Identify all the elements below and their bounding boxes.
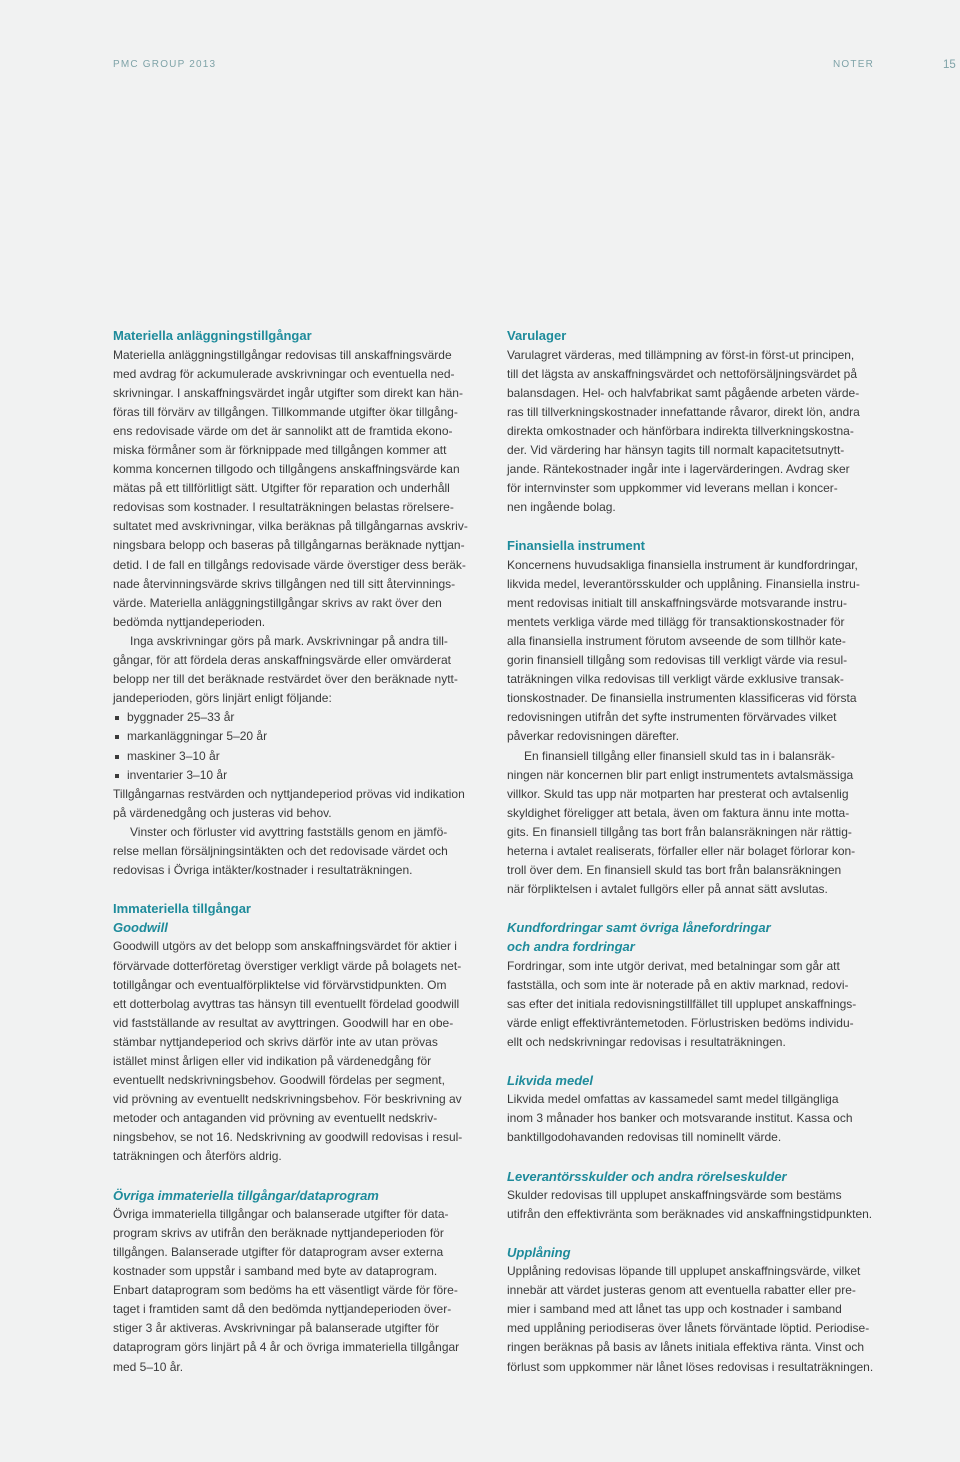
text-line: ningen när koncernen blir part enligt instrumentets avtalsmässiga [507, 767, 854, 782]
text-line: program skrivs av utifrån den beräknade nyttjandeperioden för [113, 1225, 444, 1240]
text-line: Fordringar, som inte utgör derivat, med betalningar som går att [507, 958, 840, 973]
paragraph [113, 785, 483, 823]
left-column [113, 326, 483, 1376]
text-line: metoder och antaganden vid prövning av eventuellt nedskriv- [113, 1111, 438, 1126]
text-line: stämbar nyttjandeperiod och skrivs därför inte av utan prövas [113, 1034, 438, 1049]
text-line: för internvinster som uppkommer vid leverans mellan i koncer- [507, 481, 838, 496]
text-line: påverkar redovisningen därefter. [507, 729, 680, 744]
bullet-text: inventarier 3–10 år [127, 767, 228, 782]
paragraph [507, 957, 877, 1052]
text-line: troll över dem. En finansiell skuld tas bort från balansräkningen [507, 863, 842, 878]
text-line: på värdenedgång och justeras vid behov. [113, 805, 332, 820]
text-line: En finansiell tillgång eller finansiell skuld tas in i balansräk- [524, 748, 835, 763]
text-line: med avdrag för ackumulerade avskrivningar och eventuella ned- [113, 366, 455, 381]
text-line: jande. Räntekostnader ingår inte i lagervärderingen. Avdrag sker [507, 462, 850, 477]
text-line: ens redovisade värde om det är sannolikt att de framtida ekono- [113, 423, 453, 438]
text-line: gits. En finansiell tillgång tas bort från balansräkningen när rättig- [507, 824, 852, 839]
text-line: när förpliktelsen i avtalet fullgörs eller på annat sätt avslutas. [507, 882, 828, 897]
text-line: utifrån den effektivränta som beräknades vid anskaffningstidpunkten. [507, 1206, 873, 1221]
section-heading: Finansiella instrument [507, 538, 645, 554]
bullet-icon [115, 735, 119, 739]
text-line: gångar, för att fördela deras anskaffningsvärde eller omvärderat [113, 653, 451, 668]
page-number: 15 [943, 59, 956, 71]
paragraph [507, 1186, 877, 1224]
text-line: förvärvade dotterföretag överstiger verkligt värde på bolagets net- [113, 958, 462, 973]
text-line: värde enligt effektivräntemetoden. Förlustrisken bedöms individu- [507, 1015, 854, 1030]
text-line: ellt och nedskrivningar redovisas i resultaträkningen. [507, 1034, 786, 1049]
text-line: der. Vid värdering har hänsyn tagits till normalt kapacitetsutnytt- [507, 443, 845, 457]
text-line: kostnader som uppstår i samband med byte av dataprogram. [113, 1264, 438, 1279]
paragraph [113, 823, 483, 880]
bullet-icon [115, 755, 119, 759]
paragraph [113, 937, 483, 1166]
text-line: Koncernens huvudsakliga finansiella instrument är kundfordringar, [507, 557, 858, 572]
section-varulager [507, 326, 877, 517]
section-heading: Materiella anläggningstillgångar [113, 328, 312, 344]
subsection-heading: Leverantörsskulder och andra rörelseskulder [507, 1168, 787, 1184]
text-line: Vinster och förluster vid avyttring fastställs genom en jämfö- [130, 824, 448, 839]
section-heading: Immateriella tillgångar [113, 901, 251, 917]
section-immateriella-tillgangar [113, 899, 483, 1166]
text-line: gorin finansiell tillgång som redovisas till verkligt värde via resul- [507, 653, 848, 668]
right-column [507, 326, 877, 1376]
text-line: villkor. Skuld tas upp när motparten har presterat och avtalsenlig [507, 786, 849, 801]
text-line: värde. Materiella anläggningstillgångar skrivs av rakt över den [113, 595, 442, 610]
text-line: innebär att värdet justeras genom att eventuella rabatter eller pre- [507, 1283, 856, 1298]
text-line: redovisas i Övriga intäkter/kostnader i resultaträkningen. [113, 863, 413, 878]
text-line: komma koncernen tillgodo och tillgångens anskaffningsvärde kan [113, 462, 460, 477]
bullet-list [113, 708, 483, 784]
text-line: banktillgodohavanden redovisas till nominellt värde. [507, 1130, 782, 1145]
text-line: taget i framtiden samt då den bedömda nyttjandeperioden över- [113, 1302, 452, 1317]
text-line: alla finansiella instrument förutom avseende de som tillhör kate- [507, 633, 846, 648]
text-line: dataprogram görs linjärt på 4 år och övriga immateriella tillgångar [113, 1340, 460, 1355]
section-upplaning [507, 1243, 877, 1377]
text-line: förlust som uppkommer när lånet löses redovisas i resultaträkningen. [507, 1359, 874, 1374]
text-line: likvida medel, leverantörsskulder och upplåning. Finansiella instru- [507, 576, 860, 591]
subsection-heading: Övriga immateriella tillgångar/dataprogram [113, 1187, 379, 1203]
text-line: ment redovisas initialt till anskaffningsvärde motsvarande instru- [507, 595, 847, 610]
subsection-heading-continued: och andra fordringar [507, 939, 635, 955]
section-heading: Varulager [507, 328, 567, 344]
section-likvida-medel [507, 1071, 877, 1147]
bullet-item [113, 727, 483, 746]
text-line: Övriga immateriella tillgångar och balanserade utgifter för data- [113, 1206, 449, 1221]
subsection-heading: Likvida medel [507, 1073, 593, 1089]
bullet-icon [115, 716, 119, 720]
text-line: direkta omkostnader och hänförbara indirekta tillverkningskostna- [507, 423, 854, 438]
section-label: NOTER [833, 59, 874, 70]
section-kundfordringar [507, 918, 877, 1052]
text-line: tillgången. Balanserade utgifter för dataprogram avser externa [113, 1244, 444, 1259]
text-line: Goodwill utgörs av det belopp som anskaffningsvärdet för aktier i [113, 939, 457, 954]
text-line: fastställa, och som inte är noterade på en aktiv marknad, redovi- [507, 977, 849, 992]
paragraph [507, 346, 877, 518]
paragraph [507, 747, 877, 900]
text-line: detid. I de fall en tillgångs redovisade värde överstiger dess beräk- [113, 557, 466, 572]
text-line: ringen beräknas på basis av lånets initiala effektiva ränta. Vinst och [507, 1340, 865, 1355]
text-line: jandeperioden, görs linjärt enligt följande: [113, 691, 332, 706]
paragraph [113, 346, 483, 632]
text-line: nade återvinningsvärde skrivs tillgången ned till sitt återvinnings- [113, 576, 456, 591]
paragraph [507, 1090, 877, 1147]
bullet-item [113, 747, 483, 766]
text-line: mier i samband med att lånet tas upp och kostnader i samband [507, 1302, 842, 1317]
text-line: Tillgångarnas restvärden och nyttjandeperiod prövas vid indikation [113, 786, 465, 801]
section-leverantorsskulder [507, 1167, 877, 1224]
text-line: Skulder redovisas till upplupet anskaffningsvärde som bestäms [507, 1187, 842, 1202]
text-line: taträkningen vilka redovisas till verkligt värde exklusive transak- [507, 672, 844, 687]
text-line: skrivningar. I anskaffningsvärdet ingår utgifter som direkt kan hän- [113, 385, 463, 400]
subsection-heading: Upplåning [507, 1244, 571, 1260]
bullet-icon [115, 774, 119, 778]
subsection-heading: Goodwill [113, 920, 168, 936]
paragraph [113, 632, 483, 708]
text-line: totillgångar och eventualförpliktelse vid förvärvstidpunkten. Om [113, 977, 447, 992]
text-line: Materiella anläggningstillgångar redovisas till anskaffningsvärde [113, 347, 452, 362]
text-line: Inga avskrivningar görs på mark. Avskrivningar på andra till- [130, 633, 448, 648]
text-line: tionskostnader. De finansiella instrumenten klassificeras vid första [507, 691, 857, 706]
text-line: skyldighet föreligger att betala, även om faktura ännu inte motta- [507, 805, 850, 820]
text-line: ningsbara belopp och baseras på tillgångarnas beräknade nyttjan- [113, 538, 465, 553]
text-line: vid prövning av eventuellt nedskrivningsbehov. För beskrivning av [113, 1092, 462, 1107]
bullet-item [113, 708, 483, 727]
text-line: sas efter det initiala redovisningstillfället till upplupet anskaffnings- [507, 996, 857, 1011]
text-line: mätas på ett tillförlitligt sätt. Utgifter för reparation och underhåll [113, 481, 450, 496]
text-line: miska förmåner som är förknippade med tillgången kommer att [113, 443, 447, 457]
text-line: balansdagen. Hel- och halvfabrikat samt pågående arbeten värde- [507, 385, 860, 400]
text-line: taträkningen och återförs aldrig. [113, 1149, 282, 1164]
text-line: heterna i avtalet realiserats, förfaller eller när bolaget förlorar kon- [507, 843, 856, 858]
text-line: inom 3 månader hos banker och motsvarande institut. Kassa och [507, 1111, 853, 1126]
text-line: mentets verkliga värde med tillägg för transaktionskostnader för [507, 614, 845, 629]
text-line: sultatet med avskrivningar, vilka beräknas på tillgångarnas avskriv- [113, 519, 468, 534]
text-line: eventuellt nedskrivningsbehov. Goodwill fördelas per segment, [113, 1073, 445, 1088]
text-line: Varulagret värderas, med tillämpning av först-in först-ut principen, [507, 347, 855, 362]
paragraph [507, 1262, 877, 1377]
text-line: med upplåning periodiseras över lånets förväntade löptid. Periodise- [507, 1321, 870, 1336]
text-line: med 5–10 år. [113, 1359, 184, 1374]
text-line: till det lägsta av anskaffningsvärdet och nettoförsäljningsvärdet på [507, 366, 857, 381]
text-line: redovisas som kostnader. I resultaträkningen belastas rörelsere- [113, 500, 454, 515]
text-line: belopp ner till det beräknade restvärdet över den beräknade nytt- [113, 672, 458, 687]
bullet-text: markanläggningar 5–20 år [127, 729, 268, 744]
text-line: Upplåning redovisas löpande till upplupet anskaffningsvärde, vilket [507, 1264, 861, 1279]
text-line: bedömda nyttjandeperioden. [113, 614, 266, 629]
text-line: nen ingående bolag. [507, 500, 616, 515]
section-materiella-anlaggningstillgangar [113, 326, 483, 880]
text-line: redovisningen utifrån det syfte instrumenten förvärvades vilket [507, 710, 837, 725]
text-line: ett dotterbolag avyttras tas hänsyn till eventuellt fördelad goodwill [113, 996, 460, 1011]
section-ovriga-immateriella [113, 1186, 483, 1377]
paragraph [113, 1205, 483, 1377]
bullet-text: byggnader 25–33 år [127, 710, 235, 725]
section-finansiella-instrument [507, 536, 877, 899]
text-line: ningsbehov, se not 16. Nedskrivning av goodwill redovisas i resul- [113, 1130, 463, 1145]
text-line: ras till tillverkningskostnader innefattande råvaror, direkt lön, andra [507, 404, 860, 419]
bullet-text: maskiner 3–10 år [127, 748, 220, 763]
text-line: föras till förvärv av tillgången. Tillkommande utgifter ökar tillgång- [113, 404, 458, 419]
subsection-heading: Kundfordringar samt övriga lånefordringar [507, 920, 771, 936]
text-line: relse mellan försäljningsintäkten och det redovisade värdet och [113, 843, 448, 858]
text-line: Enbart dataprogram som bedöms ha ett väsentligt värde för före- [113, 1283, 458, 1298]
text-line: istället minst årligen eller vid indikation på värdenedgång för [113, 1054, 432, 1068]
paragraph [507, 556, 877, 747]
text-line: stiger 3 år aktiveras. Avskrivningar på balanserade utgifter för [113, 1321, 439, 1336]
text-line: Likvida medel omfattas av kassamedel samt medel tillgängliga [507, 1092, 839, 1107]
bullet-item [113, 766, 483, 785]
text-line: vid fastställande av resultat av avyttringen. Goodwill har en obe- [113, 1015, 454, 1030]
report-title: PMC GROUP 2013 [113, 59, 217, 70]
